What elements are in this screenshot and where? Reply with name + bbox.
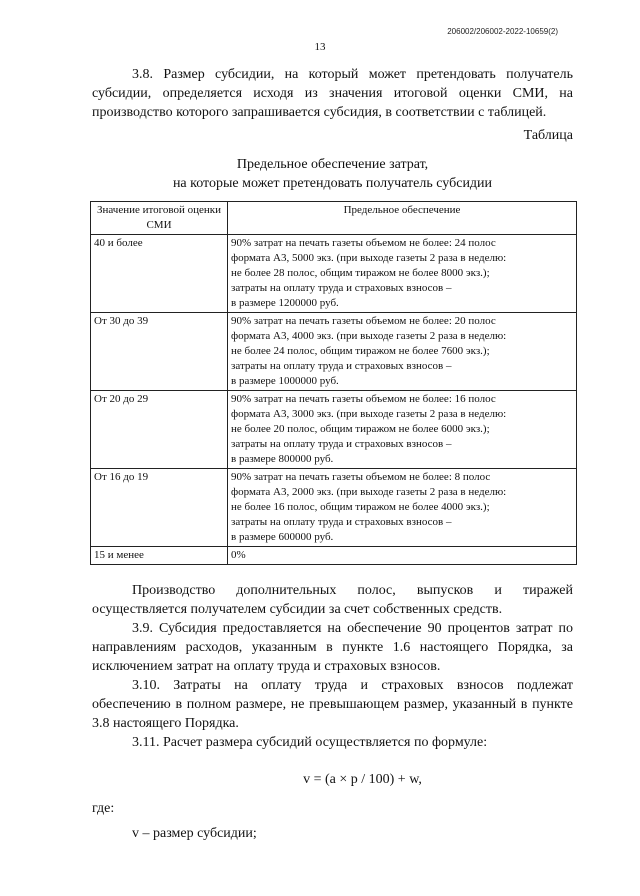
score-cell: 15 и менее [91, 547, 228, 565]
limit-line: в размере 1200000 руб. [231, 297, 339, 309]
table-caption-line-2: на которые может претендовать получатель субсидии [172, 176, 493, 191]
limit-line: в размере 800000 руб. [231, 453, 334, 465]
table-row [91, 547, 577, 565]
score-cell: От 16 до 19 [91, 469, 228, 547]
where-label: где: [92, 801, 115, 816]
limit-cell [228, 313, 577, 391]
page-body [92, 65, 573, 843]
table-row [91, 313, 577, 391]
limit-line: не более 20 полос, общим тиражом не более 6000 экз.); [231, 423, 490, 435]
limit-line: формата А3, 3000 экз. (при выходе газеты 2 раза в неделю: [231, 408, 507, 420]
limit-line: не более 16 полос, общим тиражом не более 4000 экз.); [231, 501, 490, 513]
limit-line: 0% [231, 549, 246, 561]
limit-line: затраты на оплату труда и страховых взносов – [231, 516, 452, 528]
paragraph-3-11: 3.11. Расчет размера субсидий осуществляется по формуле: [132, 735, 488, 750]
header-score: Значение итоговой оценки СМИ [91, 202, 228, 235]
table-row [91, 391, 577, 469]
table-caption [92, 155, 573, 193]
after-table [92, 581, 573, 843]
table-label: Таблица [523, 128, 573, 143]
subsidy-table [90, 201, 577, 565]
paragraph-3-9: 3.9. Субсидия предоставляется на обеспечение 90 процентов затрат по направлениям расходов, указанным в пункте 1.6 настоящего Порядка, за исключением затрат на оплату труда и страховых взносов. [92, 621, 573, 674]
paragraph-3-10: 3.10. Затраты на оплату труда и страховых взносов подлежат обеспечению в полном размере, не превышающем размер, указанный в пункте 3.8 настоящего Порядка. [92, 678, 573, 731]
limit-line: затраты на оплату труда и страховых взносов – [231, 360, 452, 372]
table-body [91, 235, 577, 565]
limit-line: формата А3, 4000 экз. (при выходе газеты 2 раза в неделю: [231, 330, 507, 342]
limit-line: в размере 600000 руб. [231, 531, 334, 543]
paragraph-3-8: 3.8. Размер субсидии, на который может претендовать получатель субсидии, определяется исходя из значения итоговой оценки СМИ, на производство которого запрашивается субсидия, в соответствии с таблицей. [92, 67, 573, 120]
limit-line: не более 24 полос, общим тиражом не более 7600 экз.); [231, 345, 490, 357]
limit-cell [228, 547, 577, 565]
limit-line: затраты на оплату труда и страховых взносов – [231, 438, 452, 450]
limit-cell [228, 235, 577, 313]
table-row [91, 469, 577, 547]
score-cell: От 20 до 29 [91, 391, 228, 469]
header-limit: Предельное обеспечение [228, 202, 577, 235]
limit-cell [228, 469, 577, 547]
limit-line: формата А3, 5000 экз. (при выходе газеты 2 раза в неделю: [231, 252, 507, 264]
limit-line: в размере 1000000 руб. [231, 375, 339, 387]
table-caption-line-1: Предельное обеспечение затрат, [236, 157, 429, 172]
paragraph-extra: Производство дополнительных полос, выпусков и тиражей осуществляется получателем субсидии за счет собственных средств. [92, 583, 573, 617]
page-number: 13 [314, 41, 326, 53]
limit-line: формата А3, 2000 экз. (при выходе газеты 2 раза в неделю: [231, 486, 507, 498]
limit-line: 90% затрат на печать газеты объемом не более: 16 полос [231, 393, 496, 405]
limit-cell [228, 391, 577, 469]
limit-line: 90% затрат на печать газеты объемом не более: 20 полос [231, 315, 496, 327]
limit-line: 90% затрат на печать газеты объемом не более: 24 полос [231, 237, 496, 249]
limit-line: не более 28 полос, общим тиражом не более 8000 экз.); [231, 267, 490, 279]
limit-line: 90% затрат на печать газеты объемом не более: 8 полос [231, 471, 491, 483]
formula: v = (a × p / 100) + w, [303, 772, 422, 787]
definition-v: v – размер субсидии; [132, 826, 257, 841]
table-row [91, 235, 577, 313]
table-header-row [91, 202, 577, 235]
score-cell: От 30 до 39 [91, 313, 228, 391]
score-cell: 40 и более [91, 235, 228, 313]
limit-line: затраты на оплату труда и страховых взносов – [231, 282, 452, 294]
document-number: 206002/206002-2022-10659(2) [447, 27, 558, 36]
